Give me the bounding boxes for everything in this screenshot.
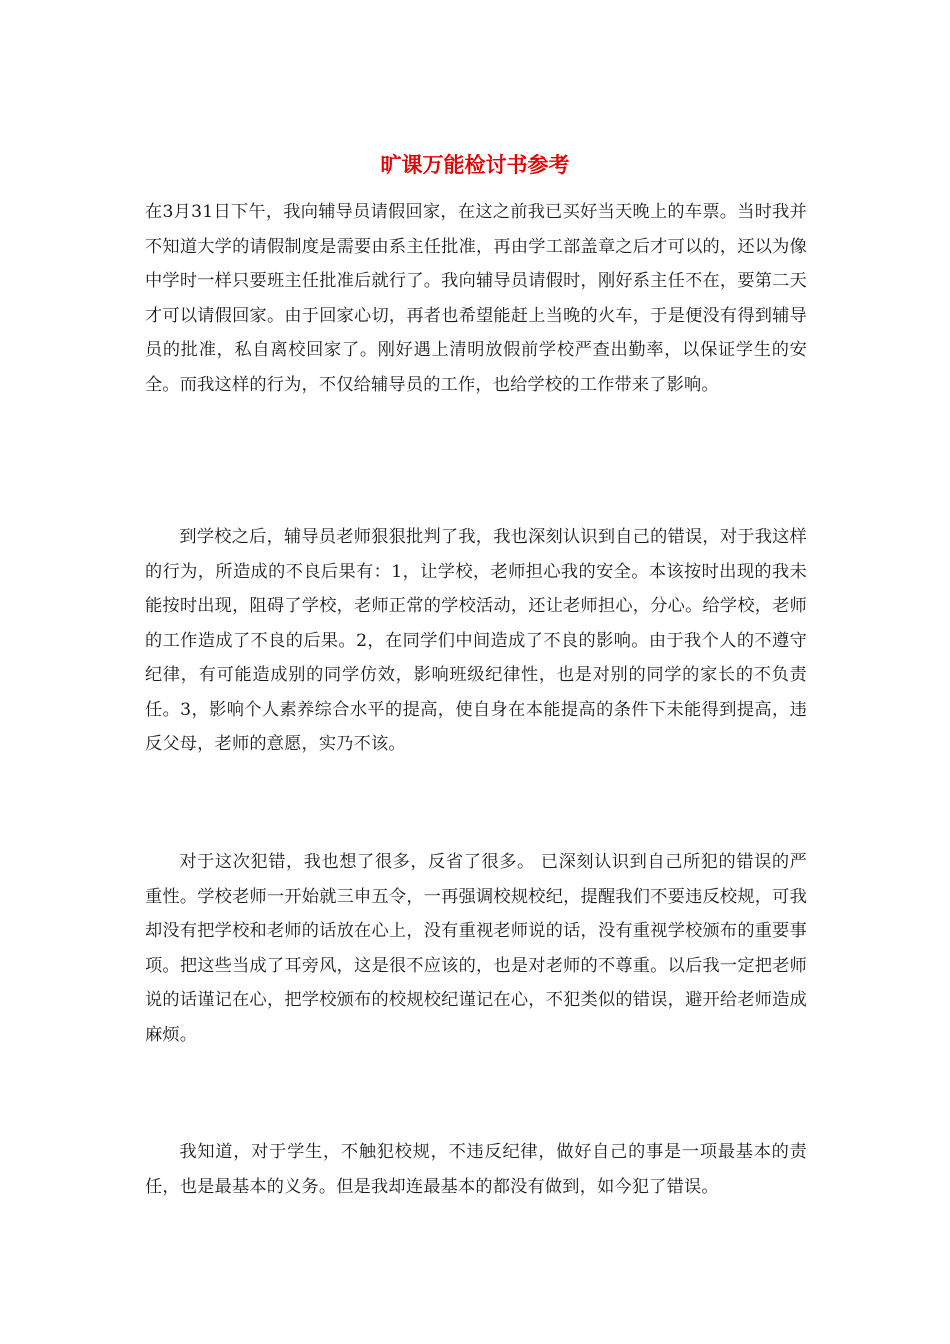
paragraph-3: 对于这次犯错，我也想了很多，反省了很多。 已深刻认识到自己所犯的错误的严重性。学校老师一开始就三申五令，一再强调校规校纪，提醒我们不要违反校规，可我却没有把学校和老师的话放在心上，没有重视老师说的话，没有重视学校颁布的重要事项。把这些当成了耳旁风，这是很不应该的，也是对老师的不尊重。以后我一定把老师说的话谨记在心，把学校颁布的校规校纪谨记在心，不犯类似的错误，避开给老师造成麻烦。 <box>145 852 807 1045</box>
document-title: 旷课万能检讨书参考 <box>380 152 570 177</box>
paragraph-4: 我知道，对于学生，不触犯校规，不违反纪律，做好自己的事是一项最基本的责任，也是最基本的义务。但是我却连最基本的都没有做到，如今犯了错误。 <box>145 1142 807 1197</box>
paragraph-2: 到学校之后，辅导员老师狠狠批判了我，我也深刻认识到自己的错误，对于我这样的行为，所造成的不良后果有：1，让学校，老师担心我的安全。本该按时出现的我未能按时出现，阻碍了学校，老师正常的学校活动，还让老师担心，分心。给学校，老师的工作造成了不良的后果。2，在同学们中间造成了不良的影响。由于我个人的不遵守纪律，有可能造成别的同学仿效，影响班级纪律性，也是对别的同学的家长的不负责任。3，影响个人素养综合水平的提高，使自身在本能提高的条件下未能得到提高，违反父母，老师的意愿，实乃不该。 <box>145 527 807 754</box>
paragraph-1: 在3月31日下午，我向辅导员请假回家，在这之前我已买好当天晚上的车票。当时我并不知道大学的请假制度是需要由系主任批准，再由学工部盖章之后才可以的，还以为像中学时一样只要班主任批准后就行了。我向辅导员请假时，刚好系主任不在，要第二天才可以请假回家。由于回家心切，再者也希望能赶上当晚的火车，于是便没有得到辅导员的批准，私自离校回家了。刚好遇上清明放假前学校严查出勤率，以保证学生的安全。而我这样的行为，不仅给辅导员的工作，也给学校的工作带来了影响。 <box>145 202 807 395</box>
